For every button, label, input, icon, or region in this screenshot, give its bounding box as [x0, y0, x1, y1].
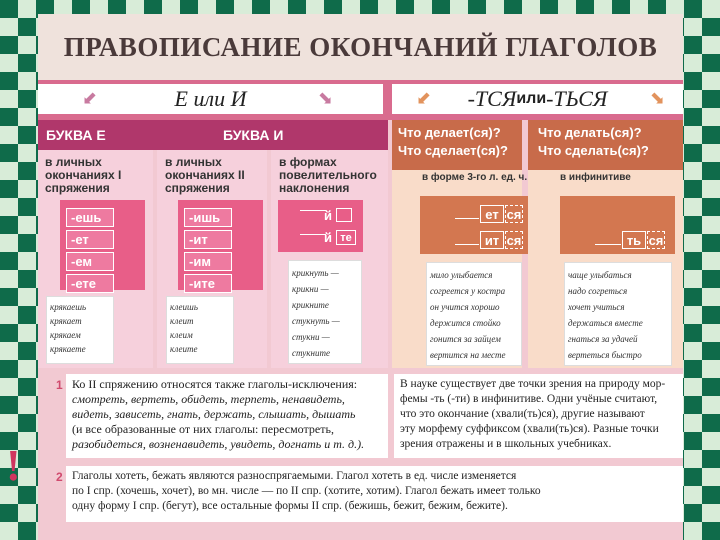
example-imperative: крикни — — [292, 284, 329, 294]
checker-cell — [702, 90, 720, 108]
checker-cell — [684, 36, 702, 54]
checker-cell — [18, 18, 36, 36]
tsya-stem-line — [455, 218, 479, 219]
checker-cell — [702, 378, 720, 396]
checker-cell — [684, 0, 702, 18]
example-i: клеите — [170, 344, 198, 354]
checker-cell — [0, 72, 18, 90]
ending-e: -ете — [66, 274, 114, 293]
page-title: ПРАВОПИСАНИЕ ОКОНЧАНИЙ ГЛАГОЛОВ — [38, 14, 683, 80]
arrow-left-icon: ⬋ — [82, 88, 98, 108]
subhead-tsya: в форме 3-го л. ед. ч. — [422, 172, 528, 183]
note-right-line: зрения отражены и в школьных учебниках. — [400, 438, 612, 450]
checker-cell — [0, 36, 18, 54]
checker-cell — [0, 126, 18, 144]
example-e: крякаем — [50, 330, 81, 340]
example-tsya2: хочет учиться — [568, 302, 625, 312]
subhead-i: в личных окончаниях II спряжения — [165, 155, 245, 195]
arrow-left-icon: ⬋ — [416, 88, 432, 108]
checker-cell — [684, 54, 702, 72]
examples-tsya — [426, 262, 522, 366]
imperative-stem-line — [300, 234, 326, 235]
checker-cell — [18, 306, 36, 324]
note-2-line: Глаголы хотеть, бежать являются разноспрягаемыми. Глагол хотеть в ед. числе изменяется — [72, 470, 517, 482]
checker-cell — [18, 450, 36, 468]
note-1-line: видеть, зависеть, гнать, держать, слышать, дышать — [72, 407, 356, 421]
checker-cell — [18, 90, 36, 108]
ending-e: -ет — [66, 230, 114, 249]
checker-cell — [0, 180, 18, 198]
checker-cell — [18, 360, 36, 378]
question-1-line-1: Что делает(ся)? — [398, 125, 501, 140]
checker-cell — [702, 360, 720, 378]
checker-cell — [702, 216, 720, 234]
checker-cell — [702, 504, 720, 522]
checker-cell — [18, 162, 36, 180]
example-tsya2: чаще улыбаться — [568, 270, 632, 280]
note-right-line: фемы -ть (-ти) в инфинитиве. Одни учёные считают, — [400, 393, 658, 405]
checker-cell — [684, 432, 702, 450]
exclamation-mark: ! — [6, 441, 21, 490]
checker-cell — [0, 306, 18, 324]
checker-cell — [18, 180, 36, 198]
checker-cell — [702, 522, 720, 540]
checker-cell — [18, 198, 36, 216]
tsya2-stem-line — [595, 244, 621, 245]
subhead-imperative: в формах повелительного наклонения — [279, 155, 377, 195]
checker-cell — [0, 324, 18, 342]
checker-cell — [18, 522, 36, 540]
question-2-line-1: Что делать(ся)? — [538, 125, 642, 140]
checker-cell — [684, 72, 702, 90]
checker-cell — [684, 306, 702, 324]
examples-tsya2 — [564, 262, 672, 366]
ending-i: -им — [184, 252, 232, 271]
note-2 — [66, 466, 683, 522]
checker-cell — [702, 432, 720, 450]
checker-cell — [18, 414, 36, 432]
checker-cell — [18, 486, 36, 504]
checker-cell — [702, 468, 720, 486]
ending-e: -ешь — [66, 208, 114, 227]
checker-cell — [684, 180, 702, 198]
checker-cell — [684, 342, 702, 360]
checker-cell — [702, 234, 720, 252]
subhead-tsya2: в инфинитиве — [560, 172, 631, 183]
example-tsya: он учится хорошо — [430, 302, 500, 312]
checker-cell — [18, 342, 36, 360]
note-right-line: что это окончание (хвали(ть)ся), другие называют — [400, 408, 645, 420]
checker-cell — [0, 54, 18, 72]
arrow-right-icon: ⬊ — [649, 88, 665, 108]
example-i: клеит — [170, 316, 194, 326]
note-right — [394, 374, 683, 458]
checker-cell — [18, 216, 36, 234]
example-tsya2: надо согреться — [568, 286, 628, 296]
checker-cell — [702, 450, 720, 468]
note-1-line: разобидеться, возненавидеть, увидеть, догнать и т. д.). — [72, 437, 365, 451]
note-1-number: 1 — [56, 378, 63, 392]
checker-cell — [702, 162, 720, 180]
checker-cell — [0, 288, 18, 306]
checker-cell — [18, 108, 36, 126]
checker-cell — [18, 252, 36, 270]
header-e-or-i-label: Е или И — [174, 86, 247, 111]
checker-cell — [684, 252, 702, 270]
checker-cell — [0, 234, 18, 252]
arrow-right-icon: ⬊ — [317, 88, 333, 108]
example-imperative: крикнуть — — [292, 268, 339, 278]
ending-i: -ит — [184, 230, 232, 249]
tsya-ending-box: ит — [480, 231, 504, 249]
header-e-or-i — [38, 84, 383, 114]
checker-cell — [0, 522, 18, 540]
example-e: крякаешь — [50, 302, 87, 312]
example-tsya: вертится на месте — [430, 350, 506, 360]
checker-cell — [0, 216, 18, 234]
checker-cell — [18, 432, 36, 450]
tsya2-ending-box: ть — [622, 231, 646, 249]
checker-cell — [684, 360, 702, 378]
checker-cell — [0, 270, 18, 288]
note-1-line: смотреть, вертеть, обидеть, терпеть, ненавидеть, — [72, 392, 345, 406]
example-tsya2: гнаться за удачей — [568, 334, 638, 344]
question-1-line-2: Что сделает(ся)? — [398, 143, 508, 158]
imperative-suffix: й — [324, 208, 332, 223]
example-imperative: стукни — — [292, 332, 330, 342]
tsya-postfix-box: ся — [506, 206, 522, 222]
checker-cell — [684, 18, 702, 36]
checker-cell — [684, 126, 702, 144]
column-bukva-e: БУКВА Е — [38, 120, 153, 150]
checker-cell — [702, 288, 720, 306]
checker-cell — [684, 468, 702, 486]
checker-cell — [684, 216, 702, 234]
checker-cell — [18, 36, 36, 54]
question-1 — [392, 120, 522, 170]
checker-cell — [0, 414, 18, 432]
imperative-ending-box: те — [336, 230, 356, 245]
checker-cell — [684, 108, 702, 126]
tsya-stem-line — [455, 244, 479, 245]
examples-e — [46, 296, 114, 364]
checker-cell — [0, 342, 18, 360]
checker-cell — [0, 90, 18, 108]
ending-e: -ем — [66, 252, 114, 271]
checker-cell — [18, 54, 36, 72]
example-tsya2: держаться вместе — [568, 318, 643, 328]
checker-cell — [702, 108, 720, 126]
tsya2-postfix-box: ся — [648, 232, 664, 248]
checker-cell — [702, 144, 720, 162]
checker-cell — [702, 342, 720, 360]
checker-cell — [684, 324, 702, 342]
tsya-postfix-box: ся — [506, 232, 522, 248]
subhead-e: в личных окончаниях I спряжения — [45, 155, 122, 195]
checker-cell — [702, 396, 720, 414]
checker-cell — [18, 144, 36, 162]
checker-cell — [0, 0, 18, 18]
note-2-line: по I спр. (хочешь, хочет), во мн. числе — по II спр. (хотите, хотим). Глагол бежать имеет только — [72, 485, 541, 497]
example-tsya: гонится за зайцем — [430, 334, 501, 344]
checker-cell — [684, 396, 702, 414]
note-right-line: В науке существует две точки зрения на природу мор- — [400, 378, 666, 390]
header-tsya-label: -ТСЯ — [467, 86, 517, 111]
example-e: крякаете — [50, 344, 86, 354]
checker-cell — [702, 252, 720, 270]
imperative-stem-line — [300, 210, 326, 211]
endings-e-list — [66, 208, 114, 293]
checker-cell — [684, 504, 702, 522]
checker-cell — [18, 126, 36, 144]
checker-cell — [0, 360, 18, 378]
note-1-line: (и все образованные от них глаголы: пересмотреть, — [72, 422, 334, 436]
checker-cell — [18, 72, 36, 90]
checker-cell — [0, 162, 18, 180]
checker-cell — [18, 504, 36, 522]
checker-cell — [18, 270, 36, 288]
checker-cell — [0, 198, 18, 216]
checker-cell — [702, 18, 720, 36]
checker-cell — [0, 504, 18, 522]
header-tsya — [392, 84, 683, 114]
checker-cell — [702, 126, 720, 144]
checker-cell — [684, 378, 702, 396]
note-2-line: одну форму I спр. (бегут), все остальные формы II спр. (бежишь, бежит, бежим, бежите). — [72, 500, 508, 512]
checker-cell — [702, 270, 720, 288]
note-1 — [66, 374, 388, 458]
checker-cell — [0, 144, 18, 162]
example-i: клеишь — [170, 302, 198, 312]
checker-cell — [18, 468, 36, 486]
column-bukva-i: БУКВА И — [153, 120, 388, 150]
endings-i-list — [184, 208, 232, 293]
checker-cell — [684, 90, 702, 108]
checker-cell — [684, 144, 702, 162]
checker-cell — [0, 396, 18, 414]
ending-i: -ишь — [184, 208, 232, 227]
checker-cell — [702, 72, 720, 90]
checker-cell — [684, 486, 702, 504]
checker-cell — [702, 486, 720, 504]
checker-cell — [684, 288, 702, 306]
imperative-suffix: й — [324, 230, 332, 245]
checker-cell — [684, 162, 702, 180]
checker-cell — [702, 414, 720, 432]
checker-cell — [702, 54, 720, 72]
header-tsya2-label: -ТЬСЯ — [546, 86, 608, 111]
note-1-line: Ко II спряжению относятся также глаголы-исключения: — [72, 377, 358, 391]
examples-i — [166, 296, 234, 364]
example-imperative: крикните — [292, 300, 329, 310]
example-tsya2: вертеться быстро — [568, 350, 642, 360]
examples-imperative — [288, 260, 362, 364]
example-imperative: стукните — [292, 348, 330, 358]
imperative-ending-box — [336, 208, 352, 222]
checker-cell — [684, 234, 702, 252]
checker-cell — [684, 270, 702, 288]
note-right-line: эту морфему суффиксом (хвали(ть)ся). Разные точки — [400, 423, 659, 435]
question-2-line-2: Что сделать(ся)? — [538, 143, 649, 158]
checker-cell — [702, 0, 720, 18]
header-or-label: или — [516, 90, 547, 107]
checker-cell — [684, 198, 702, 216]
example-i: клеим — [170, 330, 193, 340]
checker-cell — [702, 180, 720, 198]
example-tsya: согреется у костра — [430, 286, 506, 296]
checker-cell — [0, 378, 18, 396]
ending-i: -ите — [184, 274, 232, 293]
example-tsya: мило улыбается — [430, 270, 493, 280]
checker-cell — [702, 324, 720, 342]
checker-cell — [702, 36, 720, 54]
checker-cell — [0, 108, 18, 126]
checker-cell — [684, 414, 702, 432]
checker-cell — [684, 450, 702, 468]
checker-cell — [18, 0, 36, 18]
checker-cell — [0, 252, 18, 270]
note-2-number: 2 — [56, 470, 63, 484]
checker-cell — [702, 198, 720, 216]
checker-cell — [18, 288, 36, 306]
checker-cell — [0, 18, 18, 36]
example-e: крякает — [50, 316, 82, 326]
checker-cell — [18, 324, 36, 342]
example-imperative: стукнуть — — [292, 316, 340, 326]
checker-cell — [702, 306, 720, 324]
checker-cell — [684, 522, 702, 540]
checker-cell — [18, 378, 36, 396]
checker-cell — [18, 396, 36, 414]
example-tsya: держится стойко — [430, 318, 501, 328]
question-2 — [528, 120, 683, 170]
checker-cell — [18, 234, 36, 252]
tsya-ending-box: ет — [480, 205, 504, 223]
